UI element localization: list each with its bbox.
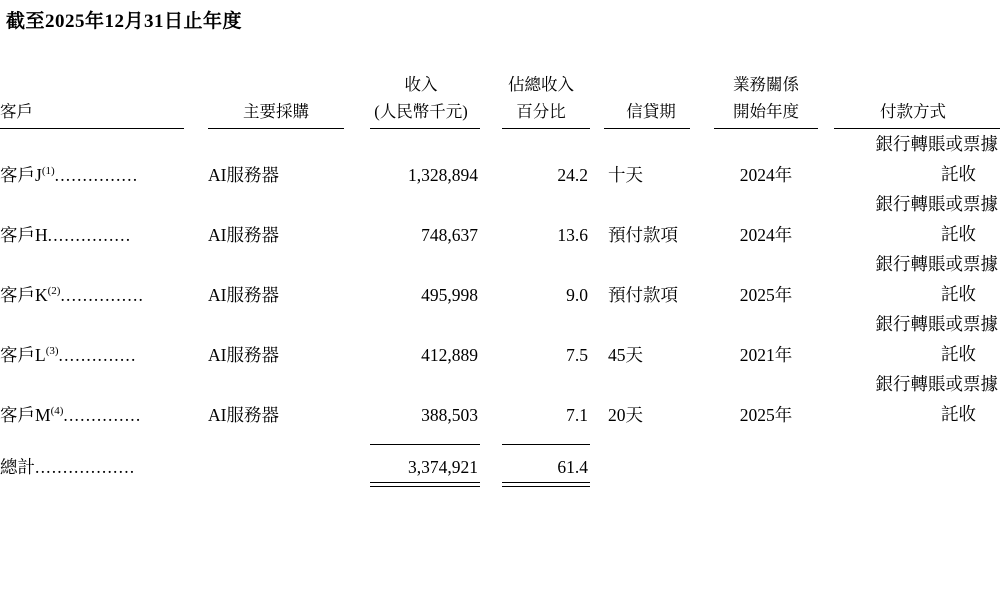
header-percent-line2: 百分比 <box>516 102 566 121</box>
table-row <box>0 369 1000 429</box>
payment-line2: 託收 <box>941 284 976 304</box>
customer-name: 客戶H <box>0 225 48 245</box>
cell-payment <box>826 309 1000 369</box>
cell-total-payment <box>826 445 1000 481</box>
leader-dots: .................. <box>35 457 136 477</box>
table-row <box>0 189 1000 249</box>
spacer-cell <box>706 429 826 443</box>
page-title: 截至2025年12月31日止年度 <box>6 11 243 32</box>
cell-total-label <box>0 445 196 481</box>
spacer-cell <box>826 429 1000 443</box>
cell-total-revenue: 3,374,921 <box>408 457 478 477</box>
cell-revenue: 495,998 <box>421 285 478 305</box>
cell-total-percent: 61.4 <box>557 457 588 477</box>
spacer-cell <box>0 429 196 443</box>
double-rule-revenue <box>356 481 486 487</box>
header-revenue-line2: (人民幣千元) <box>374 102 468 121</box>
cell-customer <box>0 189 196 249</box>
blank <box>826 481 1000 487</box>
leader-dots: .............. <box>63 405 142 425</box>
customer-footnote: (3) <box>45 345 59 358</box>
header-product: 主要採購 <box>243 102 309 121</box>
header-credit: 信貸期 <box>626 102 676 121</box>
cell-percent: 9.0 <box>566 285 588 305</box>
cell-payment <box>826 129 1000 189</box>
cell-customer <box>0 129 196 189</box>
customer-name: 客戶L <box>0 345 46 365</box>
cell-relationship: 2021年 <box>739 345 793 365</box>
leader-dots: ............... <box>54 165 139 185</box>
header-revenue-line1: 收入 <box>404 75 438 94</box>
double-rule-percent <box>486 481 596 487</box>
blank <box>596 481 706 487</box>
cell-percent: 7.5 <box>566 345 588 365</box>
cell-credit: 預付款項 <box>608 225 678 245</box>
cell-revenue: 412,889 <box>421 345 478 365</box>
table-header <box>0 72 1000 129</box>
spacer-cell <box>486 429 596 443</box>
cell-relationship: 2025年 <box>739 285 793 305</box>
total-row <box>0 445 1000 481</box>
header-credit-spacer <box>596 72 706 99</box>
cell-customer <box>0 309 196 369</box>
leader-dots: ............... <box>60 285 145 305</box>
header-percent-line1: 佔總收入 <box>508 75 574 94</box>
cell-total-relationship <box>706 445 826 481</box>
payment-line1: 銀行轉賬或票據 <box>875 194 998 214</box>
table-row <box>0 129 1000 189</box>
header-product-spacer <box>196 72 356 99</box>
customer-name: 客戶M <box>0 405 51 425</box>
customer-name: 客戶K <box>0 285 48 305</box>
cell-percent: 7.1 <box>566 405 588 425</box>
header-customer-spacer <box>0 72 196 99</box>
customer-name: 客戶J <box>0 165 42 185</box>
cell-customer <box>0 249 196 309</box>
table-row <box>0 249 1000 309</box>
cell-revenue: 1,328,894 <box>408 165 478 185</box>
cell-payment <box>826 249 1000 309</box>
header-payment-spacer <box>826 72 1000 99</box>
cell-product: AI服務器 <box>208 285 279 305</box>
cell-percent: 24.2 <box>557 165 588 185</box>
cell-payment <box>826 189 1000 249</box>
blank <box>706 481 826 487</box>
header-customer: 客戶 <box>0 102 33 121</box>
header-relationship-line2: 開始年度 <box>733 102 799 121</box>
customer-footnote: (1) <box>41 165 55 178</box>
cell-credit: 十天 <box>608 165 643 185</box>
major-customers-table <box>0 72 1000 487</box>
spacer-cell <box>196 429 356 443</box>
header-row-line2 <box>0 99 1000 126</box>
header-payment: 付款方式 <box>880 102 946 121</box>
payment-line1: 銀行轉賬或票據 <box>875 134 998 154</box>
total-double-rule-row <box>0 481 1000 487</box>
cell-product: AI服務器 <box>208 225 279 245</box>
payment-line2: 託收 <box>941 164 976 184</box>
cell-product: AI服務器 <box>208 165 279 185</box>
cell-credit: 20天 <box>608 405 643 425</box>
leader-dots: .............. <box>58 345 137 365</box>
cell-payment <box>826 369 1000 429</box>
table-row <box>0 309 1000 369</box>
payment-line1: 銀行轉賬或票據 <box>875 314 998 334</box>
cell-relationship: 2025年 <box>739 405 793 425</box>
cell-total-product <box>196 445 356 481</box>
cell-product: AI服務器 <box>208 345 279 365</box>
spacer-cell <box>596 429 706 443</box>
payment-line1: 銀行轉賬或票據 <box>875 254 998 274</box>
payment-line2: 託收 <box>941 404 976 424</box>
payment-line1: 銀行轉賬或票據 <box>875 374 998 394</box>
cell-product: AI服務器 <box>208 405 279 425</box>
cell-revenue: 388,503 <box>421 405 478 425</box>
cell-relationship: 2024年 <box>739 225 793 245</box>
blank <box>0 481 196 487</box>
header-relationship-line1: 業務關係 <box>733 75 799 94</box>
cell-percent: 13.6 <box>557 225 588 245</box>
cell-credit: 45天 <box>608 345 643 365</box>
payment-line2: 託收 <box>941 224 976 244</box>
blank <box>196 481 356 487</box>
total-spacer-row <box>0 429 1000 443</box>
customer-footnote: (4) <box>50 405 64 418</box>
total-label: 總計 <box>0 457 35 477</box>
spacer-cell <box>356 429 486 443</box>
cell-relationship: 2024年 <box>739 165 793 185</box>
cell-total-credit <box>596 445 706 481</box>
cell-credit: 預付款項 <box>608 285 678 305</box>
leader-dots: ............... <box>47 225 132 245</box>
cell-revenue: 748,637 <box>421 225 478 245</box>
cell-customer <box>0 369 196 429</box>
table-body <box>0 129 1000 487</box>
payment-line2: 託收 <box>941 344 976 364</box>
header-row-line1 <box>0 72 1000 99</box>
customer-footnote: (2) <box>47 285 61 298</box>
